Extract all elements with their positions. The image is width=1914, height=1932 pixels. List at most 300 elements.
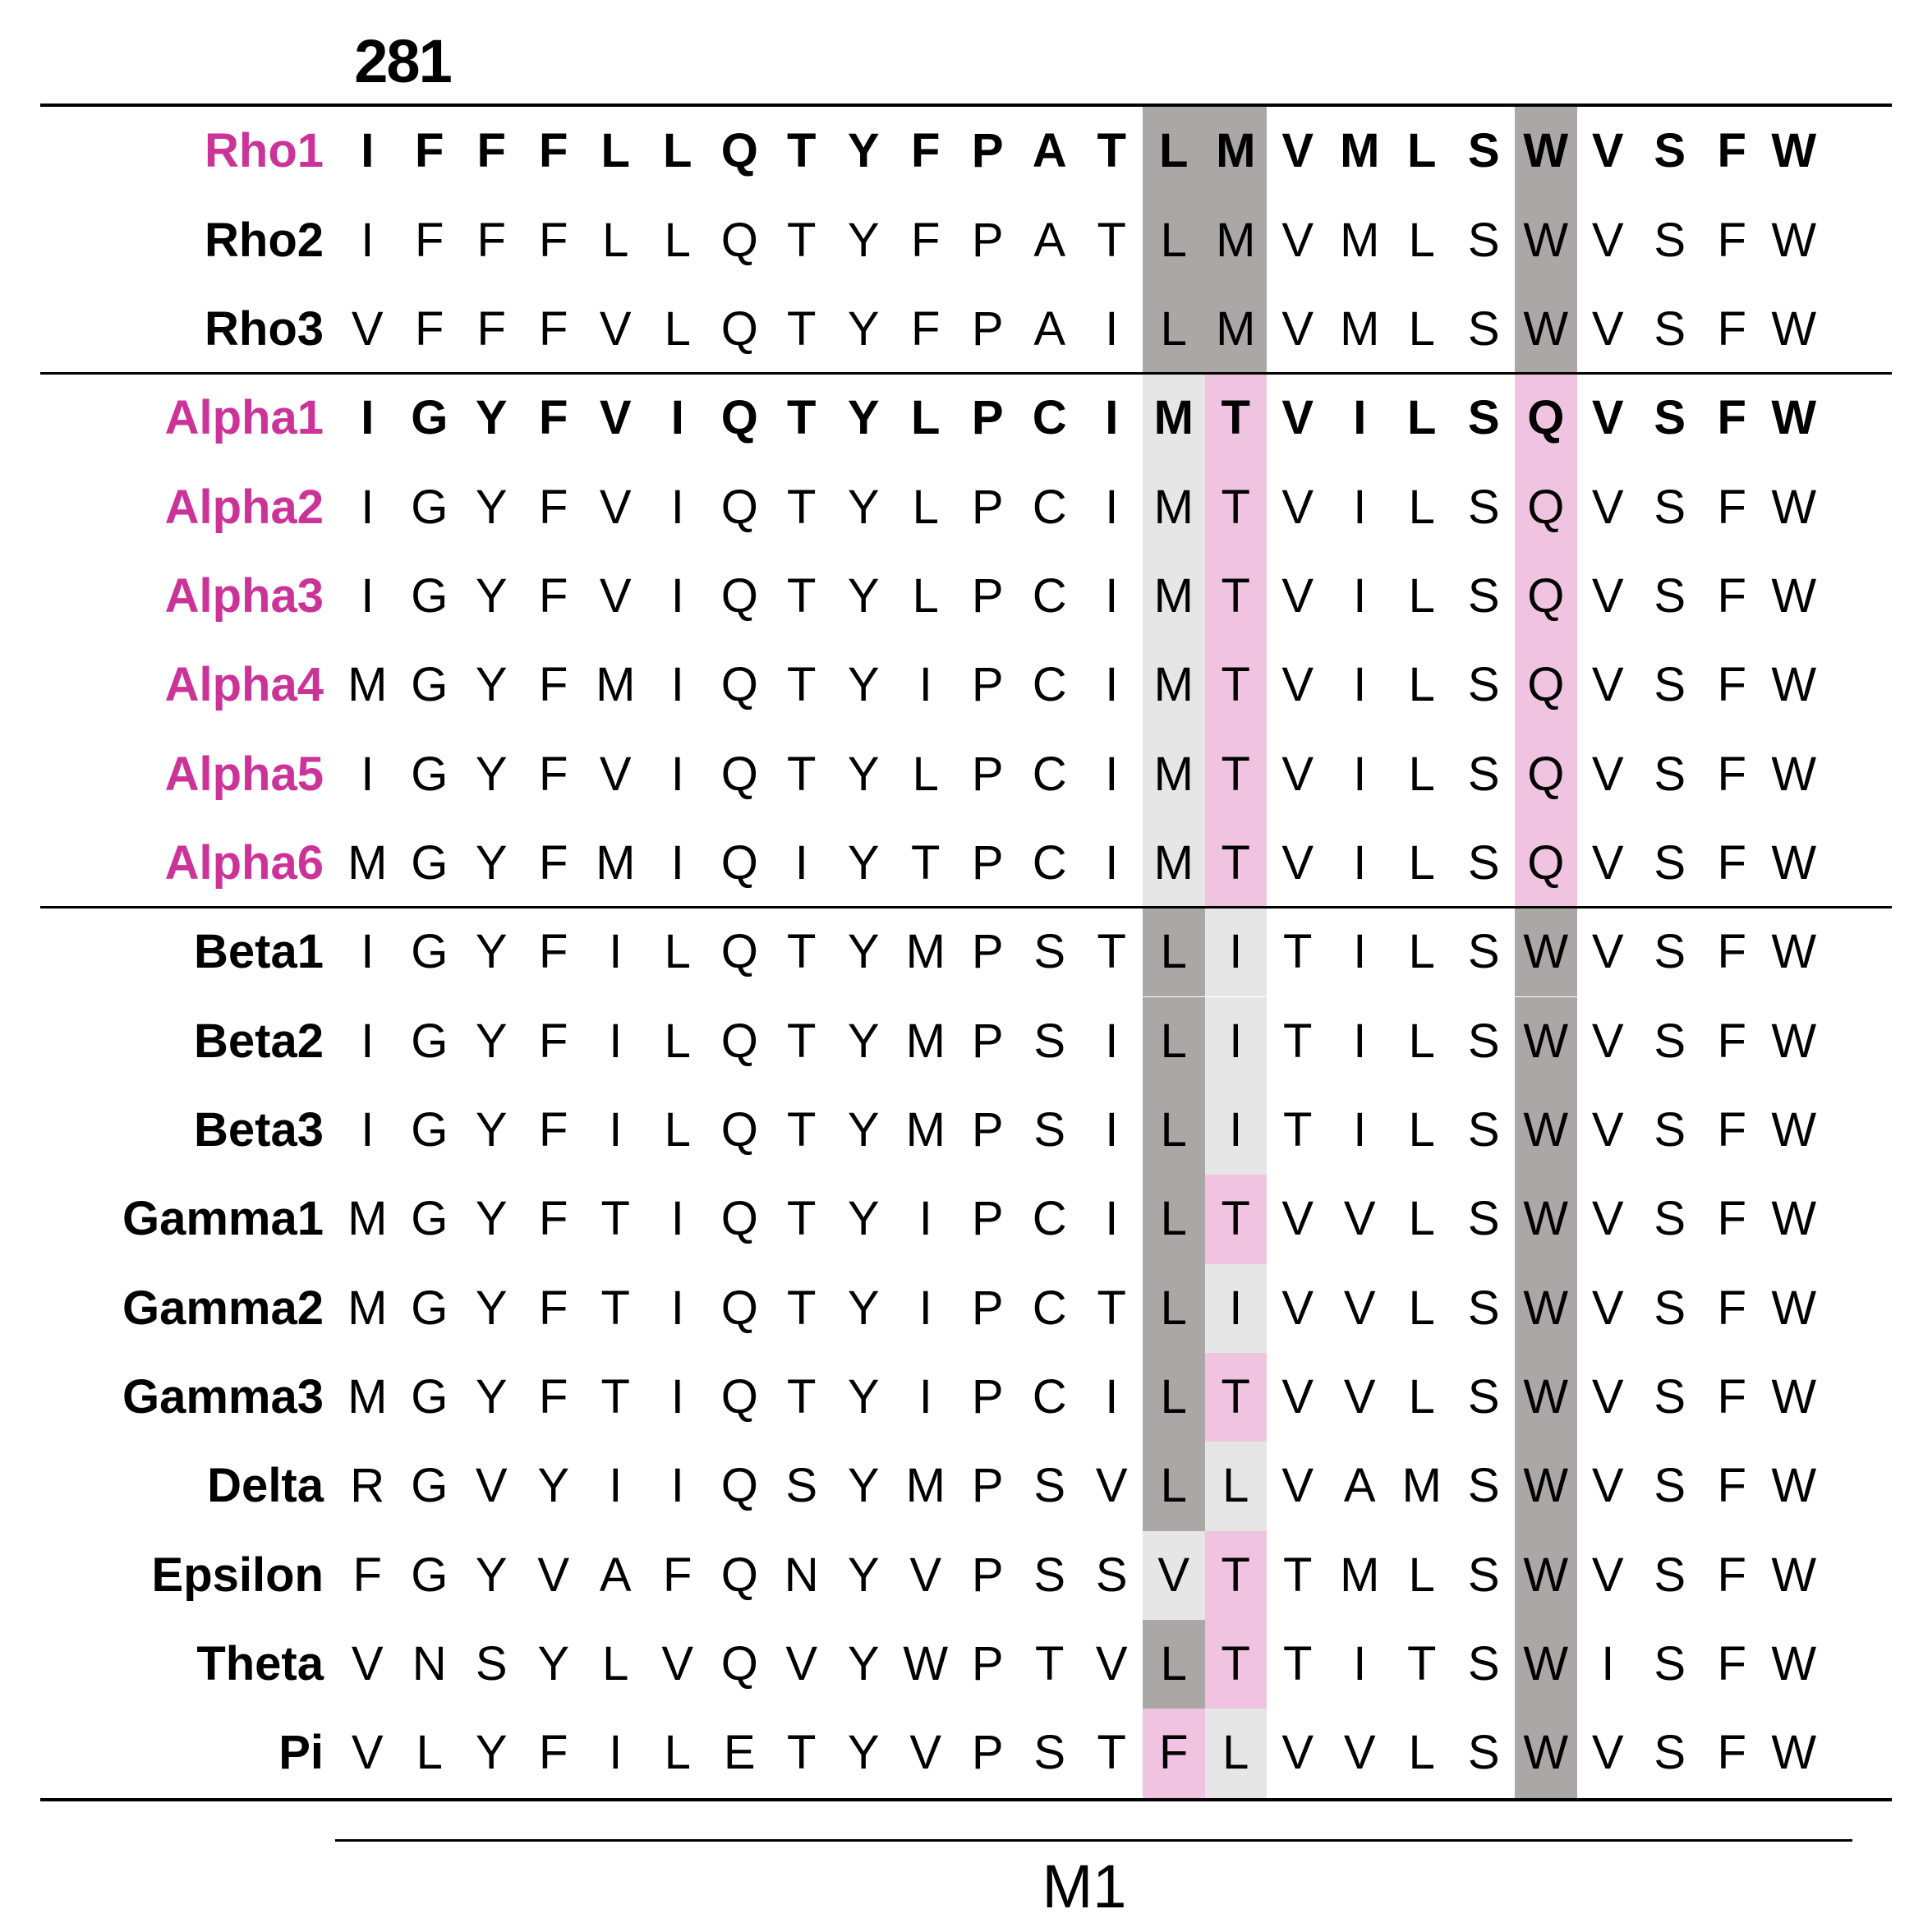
- residue: Q: [720, 301, 758, 356]
- residue: V: [785, 1637, 818, 1691]
- residue: F: [539, 391, 568, 445]
- residue: W: [1523, 301, 1569, 356]
- residue: S: [1654, 1459, 1686, 1513]
- residue: V: [1157, 1548, 1190, 1602]
- residue: L: [1159, 124, 1189, 178]
- residue: F: [1717, 1726, 1746, 1780]
- residue: I: [1353, 835, 1367, 890]
- residue: M: [347, 658, 388, 712]
- sequence-label: Gamma1: [122, 1192, 324, 1246]
- residue: T: [787, 1726, 817, 1780]
- residue: W: [1523, 1281, 1569, 1335]
- residue: F: [1717, 1103, 1746, 1157]
- residue: Q: [720, 213, 758, 267]
- alignment-row-alpha1: [0, 374, 1914, 462]
- residue: L: [912, 480, 939, 534]
- residue: V: [1343, 1726, 1376, 1780]
- residue: W: [1523, 925, 1569, 979]
- residue: V: [909, 1548, 942, 1602]
- residue: W: [903, 1637, 949, 1691]
- residue: F: [1717, 1014, 1746, 1068]
- residue: A: [1343, 1459, 1376, 1513]
- residue: P: [971, 925, 1004, 979]
- residue: S: [1033, 1459, 1066, 1513]
- residue: V: [1281, 213, 1314, 267]
- residue: L: [1408, 1726, 1435, 1780]
- alignment-row-pi: [0, 1709, 1914, 1797]
- residue: P: [971, 1192, 1004, 1246]
- residue: F: [663, 1548, 692, 1602]
- residue: I: [361, 213, 375, 267]
- residue: L: [1160, 925, 1187, 979]
- residue: F: [1717, 747, 1746, 801]
- residue: Q: [720, 391, 758, 445]
- residue: W: [1771, 1103, 1817, 1157]
- residue: V: [1281, 124, 1314, 178]
- residue: T: [1221, 1548, 1250, 1602]
- residue: V: [1591, 835, 1624, 890]
- residue: F: [1717, 1548, 1746, 1602]
- alignment-row-rho3: [0, 285, 1914, 374]
- residue: P: [971, 391, 1004, 445]
- alignment-row-gamma1: [0, 1175, 1914, 1263]
- residue: M: [1340, 301, 1380, 356]
- residue: L: [1408, 213, 1435, 267]
- residue: W: [1523, 1370, 1569, 1424]
- residue: V: [599, 391, 632, 445]
- residue: P: [971, 301, 1004, 356]
- residue: L: [1408, 835, 1435, 890]
- residue: L: [664, 925, 691, 979]
- alignment-row-epsilon: [0, 1531, 1914, 1620]
- residue: Q: [1527, 835, 1565, 890]
- residue: Y: [847, 124, 880, 178]
- residue: Q: [1527, 568, 1565, 623]
- residue: V: [599, 568, 632, 623]
- residue: F: [539, 568, 568, 623]
- residue: C: [1032, 1192, 1067, 1246]
- residue: F: [1717, 1192, 1746, 1246]
- residue: S: [1467, 658, 1500, 712]
- residue: T: [1097, 1281, 1126, 1335]
- residue: F: [1717, 1637, 1746, 1691]
- residue: S: [1654, 1014, 1686, 1068]
- residue: F: [1717, 568, 1746, 623]
- residue: Y: [475, 1014, 508, 1068]
- residue: T: [787, 213, 817, 267]
- residue: I: [1353, 925, 1367, 979]
- residue: W: [1771, 1726, 1817, 1780]
- residue: F: [1717, 835, 1746, 890]
- residue: W: [1771, 213, 1817, 267]
- residue: S: [1467, 1281, 1500, 1335]
- residue: F: [1717, 1281, 1746, 1335]
- residue: C: [1032, 480, 1067, 534]
- residue: P: [971, 747, 1004, 801]
- residue: V: [1343, 1370, 1376, 1424]
- residue: S: [1654, 1192, 1686, 1246]
- residue: W: [1771, 301, 1817, 356]
- residue: T: [1221, 391, 1250, 445]
- residue: V: [1281, 480, 1314, 534]
- sequence-label: Beta3: [194, 1103, 324, 1157]
- residue: V: [599, 301, 632, 356]
- residue: V: [1591, 747, 1624, 801]
- residue: W: [1771, 747, 1817, 801]
- residue: L: [912, 568, 939, 623]
- residue: I: [1353, 1014, 1367, 1068]
- residue: T: [1097, 213, 1126, 267]
- residue: T: [1097, 925, 1126, 979]
- residue: Q: [720, 747, 758, 801]
- residue: I: [670, 747, 684, 801]
- residue: V: [1591, 568, 1624, 623]
- residue: Q: [720, 1370, 758, 1424]
- residue: S: [1654, 1281, 1686, 1335]
- sequence-label: Gamma3: [122, 1370, 324, 1424]
- residue: I: [670, 1281, 684, 1335]
- residue: I: [670, 1459, 684, 1513]
- residue: T: [787, 658, 817, 712]
- residue: I: [609, 1459, 623, 1513]
- residue: I: [1229, 925, 1243, 979]
- residue: T: [1283, 1637, 1313, 1691]
- residue: M: [1153, 391, 1194, 445]
- residue: V: [1281, 1370, 1314, 1424]
- residue: C: [1032, 835, 1067, 890]
- residue: V: [1343, 1281, 1376, 1335]
- sequence-label: Alpha6: [164, 835, 324, 890]
- residue: Q: [720, 1014, 758, 1068]
- residue: Y: [847, 658, 880, 712]
- residue: Y: [475, 835, 508, 890]
- residue: L: [1160, 1192, 1187, 1246]
- residue: V: [1281, 747, 1314, 801]
- residue: T: [787, 1014, 817, 1068]
- residue: F: [1717, 124, 1746, 178]
- residue: G: [411, 1281, 449, 1335]
- residue: I: [1353, 391, 1367, 445]
- residue: M: [1216, 124, 1256, 178]
- residue: I: [1105, 568, 1119, 623]
- residue: T: [1407, 1637, 1437, 1691]
- residue: V: [1281, 1192, 1314, 1246]
- residue: W: [1771, 124, 1817, 178]
- residue: W: [1523, 1103, 1569, 1157]
- residue: P: [971, 1459, 1004, 1513]
- residue: Y: [847, 1281, 880, 1335]
- residue: G: [411, 1192, 449, 1246]
- residue: Y: [847, 568, 880, 623]
- sequence-label: Theta: [196, 1637, 324, 1691]
- residue: I: [1105, 658, 1119, 712]
- residue: W: [1523, 124, 1569, 178]
- residue: V: [1591, 1192, 1624, 1246]
- residue: F: [1717, 925, 1746, 979]
- bottom-divider: [40, 1798, 1892, 1801]
- residue: I: [1105, 747, 1119, 801]
- residue: I: [361, 747, 375, 801]
- residue: C: [1032, 747, 1067, 801]
- residue: S: [1467, 1637, 1500, 1691]
- alignment-row-delta: [0, 1442, 1914, 1530]
- residue: T: [600, 1370, 630, 1424]
- residue: V: [1281, 301, 1314, 356]
- residue: Q: [720, 1192, 758, 1246]
- residue: S: [1467, 1459, 1500, 1513]
- residue: F: [1717, 658, 1746, 712]
- residue: I: [1105, 1192, 1119, 1246]
- alignment-row-rho1: [0, 107, 1914, 196]
- residue: Q: [720, 568, 758, 623]
- residue: F: [476, 301, 506, 356]
- residue: I: [361, 925, 375, 979]
- residue: T: [787, 1370, 817, 1424]
- residue: W: [1771, 1459, 1817, 1513]
- residue: V: [1281, 1726, 1314, 1780]
- residue: S: [1467, 301, 1500, 356]
- residue: F: [539, 835, 568, 890]
- residue: Q: [720, 480, 758, 534]
- sequence-label: Alpha3: [164, 568, 324, 623]
- residue: Y: [475, 747, 508, 801]
- residue: V: [1591, 213, 1624, 267]
- residue: M: [596, 835, 636, 890]
- residue: I: [918, 658, 932, 712]
- residue: W: [1771, 1370, 1817, 1424]
- residue: Y: [475, 1726, 508, 1780]
- m1-region-bracket: [335, 1839, 1852, 1842]
- residue: L: [1222, 1459, 1249, 1513]
- alignment-row-beta1: [0, 908, 1914, 996]
- residue: L: [1160, 1014, 1187, 1068]
- residue: P: [971, 1014, 1004, 1068]
- residue: F: [1717, 480, 1746, 534]
- residue: M: [347, 1281, 388, 1335]
- residue: I: [1105, 1014, 1119, 1068]
- residue: L: [664, 1014, 691, 1068]
- residue: L: [1408, 1014, 1435, 1068]
- residue: T: [1283, 1548, 1313, 1602]
- residue: W: [1523, 1726, 1569, 1780]
- residue: F: [1717, 213, 1746, 267]
- residue: P: [971, 1103, 1004, 1157]
- sequence-label: Rho3: [205, 301, 324, 356]
- residue: C: [1032, 658, 1067, 712]
- residue: Q: [1527, 747, 1565, 801]
- residue: I: [609, 1014, 623, 1068]
- alignment-row-gamma3: [0, 1353, 1914, 1442]
- alignment-row-alpha4: [0, 641, 1914, 729]
- residue: I: [1229, 1281, 1243, 1335]
- residue: Y: [847, 301, 880, 356]
- residue: L: [664, 213, 691, 267]
- residue: S: [475, 1637, 508, 1691]
- residue: M: [1216, 301, 1256, 356]
- residue: P: [971, 1726, 1004, 1780]
- alignment-row-alpha5: [0, 729, 1914, 818]
- residue: I: [1353, 568, 1367, 623]
- residue: I: [609, 1103, 623, 1157]
- residue: L: [1408, 925, 1435, 979]
- residue: S: [1654, 835, 1686, 890]
- residue: F: [539, 747, 568, 801]
- sequence-label: Beta1: [194, 925, 324, 979]
- residue: Q: [720, 835, 758, 890]
- residue: S: [1654, 1726, 1686, 1780]
- residue: T: [1221, 747, 1250, 801]
- residue: V: [1591, 658, 1624, 712]
- residue: S: [1467, 1014, 1500, 1068]
- residue: F: [1159, 1726, 1189, 1780]
- residue: G: [411, 835, 449, 890]
- residue: T: [787, 301, 817, 356]
- residue: V: [351, 301, 384, 356]
- residue: F: [539, 1726, 568, 1780]
- residue: L: [1160, 301, 1187, 356]
- residue: S: [1654, 925, 1686, 979]
- residue: R: [350, 1459, 385, 1513]
- residue: S: [1654, 747, 1686, 801]
- residue: T: [1221, 835, 1250, 890]
- residue: Q: [720, 1459, 758, 1513]
- residue: V: [1281, 568, 1314, 623]
- residue: T: [787, 391, 817, 445]
- residue: I: [361, 124, 375, 178]
- residue: C: [1032, 1370, 1067, 1424]
- residue: I: [361, 1014, 375, 1068]
- alignment-row-gamma2: [0, 1264, 1914, 1353]
- residue: F: [539, 1103, 568, 1157]
- residue: L: [1408, 1192, 1435, 1246]
- residue: A: [1033, 213, 1066, 267]
- residue: T: [1097, 1726, 1126, 1780]
- residue: Y: [847, 1103, 880, 1157]
- residue: S: [1654, 213, 1686, 267]
- residue: M: [1401, 1459, 1442, 1513]
- residue: M: [1153, 747, 1194, 801]
- residue: Y: [475, 1370, 508, 1424]
- residue: Y: [537, 1637, 570, 1691]
- residue: T: [1283, 1014, 1313, 1068]
- residue: W: [1523, 213, 1569, 267]
- residue: Q: [1527, 391, 1565, 445]
- residue: Q: [720, 1548, 758, 1602]
- residue: L: [664, 1726, 691, 1780]
- residue: G: [411, 568, 449, 623]
- residue: S: [1467, 835, 1500, 890]
- residue: V: [1591, 1370, 1624, 1424]
- residue: F: [539, 658, 568, 712]
- residue: A: [1032, 124, 1067, 178]
- residue: L: [416, 1726, 443, 1780]
- residue: M: [1153, 835, 1194, 890]
- residue: V: [1343, 1192, 1376, 1246]
- residue: Q: [720, 658, 758, 712]
- residue: S: [1467, 1103, 1500, 1157]
- residue: G: [411, 1103, 449, 1157]
- residue: S: [1654, 480, 1686, 534]
- residue: F: [539, 1281, 568, 1335]
- residue: L: [664, 1103, 691, 1157]
- residue: I: [670, 1192, 684, 1246]
- residue: M: [347, 835, 388, 890]
- residue: W: [1771, 1637, 1817, 1691]
- residue: M: [905, 1103, 945, 1157]
- residue: T: [787, 1103, 817, 1157]
- residue: I: [609, 1726, 623, 1780]
- alignment-row-beta3: [0, 1086, 1914, 1175]
- residue: F: [1717, 1370, 1746, 1424]
- residue: V: [1591, 124, 1624, 178]
- residue: Y: [847, 925, 880, 979]
- residue: V: [909, 1726, 942, 1780]
- residue: W: [1523, 1192, 1569, 1246]
- residue: T: [1221, 1370, 1250, 1424]
- residue: Y: [475, 1548, 508, 1602]
- sequence-label: Rho2: [205, 213, 324, 267]
- residue: P: [971, 1548, 1004, 1602]
- residue: Q: [720, 925, 758, 979]
- residue: V: [1591, 1459, 1624, 1513]
- residue: S: [1467, 747, 1500, 801]
- residue: I: [1229, 1103, 1243, 1157]
- residue: I: [1601, 1637, 1615, 1691]
- residue: V: [1095, 1459, 1128, 1513]
- residue: I: [794, 835, 808, 890]
- residue: L: [1408, 1548, 1435, 1602]
- residue: F: [476, 213, 506, 267]
- residue: Y: [847, 1637, 880, 1691]
- residue: Y: [475, 480, 508, 534]
- residue: I: [1353, 747, 1367, 801]
- residue: I: [1105, 301, 1119, 356]
- residue: L: [1408, 301, 1435, 356]
- residue: M: [1153, 658, 1194, 712]
- residue: V: [1591, 1281, 1624, 1335]
- residue: E: [723, 1726, 756, 1780]
- residue: V: [1281, 391, 1314, 445]
- residue: V: [1591, 391, 1624, 445]
- residue: T: [1221, 1637, 1250, 1691]
- m1-region-label: M1: [1042, 1852, 1127, 1920]
- residue: V: [1281, 1459, 1314, 1513]
- residue: F: [415, 213, 444, 267]
- sequence-label: Alpha5: [164, 747, 324, 801]
- sequence-label: Alpha1: [164, 391, 324, 445]
- residue: W: [1771, 835, 1817, 890]
- residue: I: [1105, 1370, 1119, 1424]
- residue: V: [1095, 1637, 1128, 1691]
- residue: S: [1654, 124, 1686, 178]
- residue: I: [670, 391, 684, 445]
- residue: F: [539, 1014, 568, 1068]
- residue: G: [411, 1548, 449, 1602]
- residue: M: [1340, 124, 1380, 178]
- residue: Q: [1527, 480, 1565, 534]
- residue: V: [351, 1726, 384, 1780]
- residue: T: [1283, 1103, 1313, 1157]
- residue: G: [411, 391, 449, 445]
- divider-rho-alpha: [40, 372, 1892, 375]
- residue: M: [1340, 213, 1380, 267]
- residue: G: [411, 1370, 449, 1424]
- residue: I: [670, 835, 684, 890]
- residue: Y: [475, 925, 508, 979]
- residue: I: [1105, 391, 1119, 445]
- residue: L: [911, 391, 941, 445]
- residue: T: [787, 1281, 817, 1335]
